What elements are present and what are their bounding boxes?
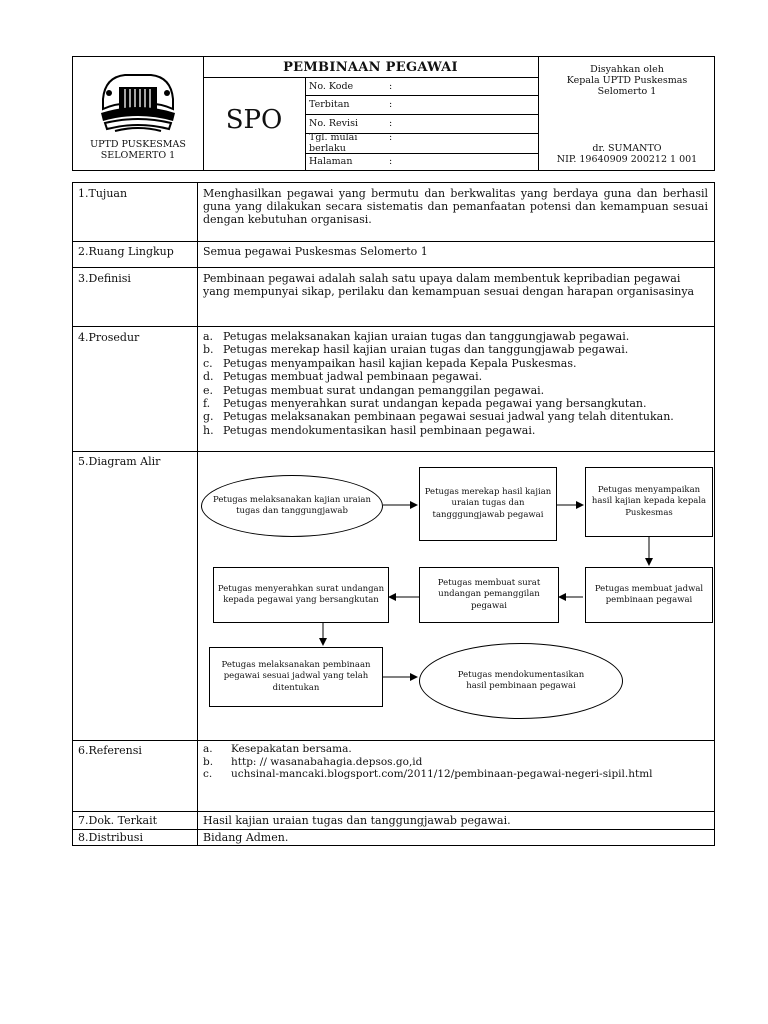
- approval-block: Disyahkan oleh Kepala UPTD Puskesmas Selomerto 1: [566, 64, 688, 97]
- list-item: a. Kesepakatan bersama.: [203, 743, 352, 755]
- list-item: e. Petugas membuat surat undangan pemanggilan pegawai.: [203, 383, 545, 397]
- meta-terbitan: Terbitan :: [309, 99, 393, 110]
- puskesmas-logo: [95, 69, 181, 139]
- label-definisi: 3.Definisi: [78, 272, 131, 285]
- tujuan-text: Menghasilkan pegawai yang bermutu dan berkwalitas yang berdaya guna dan berhasil guna yang dilakukan secara sistematis dan pemanfaatan potensi dan kemampuan sesuai dengan kebutuhan organisasi.: [203, 187, 708, 226]
- flow-node-4: Petugas membuat jadwal pembinaan pegawai: [585, 567, 713, 623]
- flow-node-7: Petugas melaksanakan pembinaan pegawai sesuai jadwal yang telah ditentukan: [209, 647, 383, 707]
- definisi-text: Pembinaan pegawai adalah salah satu upaya dalam membentuk kepribadian pegawai yang mempunyai sikap, perilaku dan kemampuan sesuai dengan harapan organisasinya: [203, 272, 695, 298]
- flow-node-8: Petugas mendokumentasikan hasil pembinaan pegawai: [419, 643, 623, 719]
- list-item: c. uchsinal-mancaki.blogsport.com/2011/12/pembinaan-pegawai-negeri-sipil.html: [203, 768, 653, 780]
- distribusi-text: Bidang Admen.: [203, 831, 289, 844]
- flow-node-6: Petugas menyerahkan surat undangan kepada pegawai yang bersangkutan: [213, 567, 389, 623]
- label-tujuan: 1.Tujuan: [78, 187, 128, 200]
- label-diagram-alir: 5.Diagram Alir: [78, 455, 161, 468]
- list-item: a. Petugas melaksanakan kajian uraian tugas dan tanggungjawab pegawai.: [203, 330, 630, 343]
- flow-node-2: Petugas merekap hasil kajian uraian tugas dan tangggungjawab pegawai: [419, 467, 557, 541]
- list-item: b. Petugas merekap hasil kajian uraian tugas dan tanggungjawab pegawai.: [203, 343, 629, 357]
- list-item: b. http: // wasanabahagia.depsos.go,id: [203, 755, 423, 768]
- list-item: h. Petugas mendokumentasikan hasil pembinaan pegawai.: [203, 423, 536, 437]
- label-distribusi: 8.Distribusi: [78, 831, 143, 844]
- flow-node-5: Petugas membuat surat undangan pemanggilan pegawai: [419, 567, 559, 623]
- doc-title: PEMBINAAN PEGAWAI: [283, 60, 458, 75]
- flow-node-1: Petugas melaksanakan kajian uraian tugas dan tanggungjawab: [201, 475, 383, 537]
- flow-node-3: Petugas menyampaikan hasil kajian kepada kepala Puskesmas: [585, 467, 713, 537]
- list-item: f. Petugas menyerahkan surat undangan kepada pegawai yang bersangkutan.: [203, 397, 647, 411]
- list-item: d. Petugas membuat jadwal pembinaan pegawai.: [203, 370, 483, 384]
- spo-content-table: [72, 182, 715, 846]
- label-dok-terkait: 7.Dok. Terkait: [78, 814, 158, 827]
- meta-tgl-mulai: Tgl. mulai berlaku :: [309, 132, 393, 154]
- label-ruang-lingkup: 2.Ruang Lingkup: [78, 245, 174, 258]
- doc-type-spo: SPO: [225, 105, 283, 135]
- meta-no-kode: No. Kode :: [309, 81, 393, 92]
- signer-block: dr. SUMANTO NIP. 19640909 200212 1 001: [556, 143, 698, 165]
- list-item: g. Petugas melaksanakan pembinaan pegawai sesuai jadwal yang telah ditentukan.: [203, 410, 674, 424]
- document-header: [72, 56, 715, 171]
- referensi-list: [203, 743, 708, 781]
- label-referensi: 6.Referensi: [78, 744, 142, 757]
- org-name: UPTD PUSKESMAS SELOMERTO 1: [90, 139, 186, 161]
- ruang-lingkup-text: Semua pegawai Puskesmas Selomerto 1: [203, 245, 428, 258]
- label-prosedur: 4.Prosedur: [78, 331, 140, 344]
- meta-halaman: Halaman :: [309, 156, 393, 167]
- meta-no-revisi: No. Revisi :: [309, 118, 393, 129]
- dok-terkait-text: Hasil kajian uraian tugas dan tanggungjawab pegawai.: [203, 814, 511, 827]
- list-item: c. Petugas menyampaikan hasil kajian kepada Kepala Puskesmas.: [203, 356, 577, 370]
